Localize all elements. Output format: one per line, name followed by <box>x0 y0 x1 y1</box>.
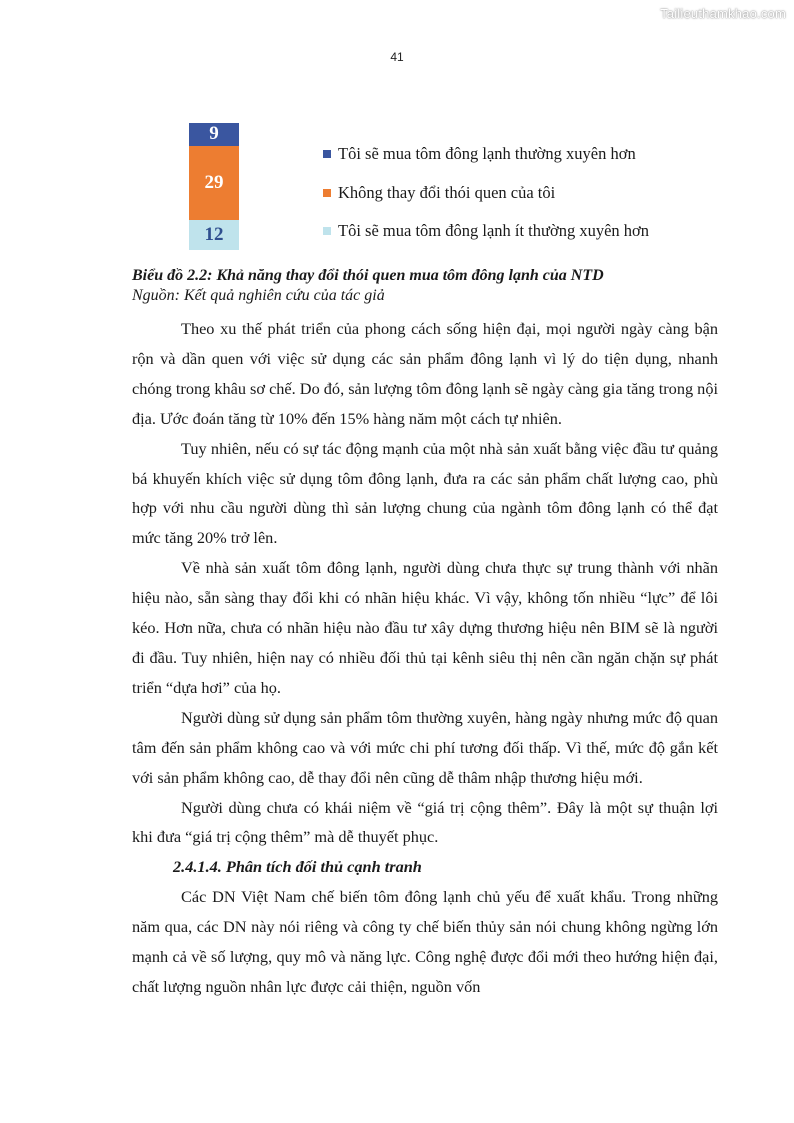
legend-label: Tôi sẽ mua tôm đông lạnh thường xuyên hơn <box>338 144 636 164</box>
bar-segment <box>189 123 239 146</box>
legend-label: Không thay đổi thói quen của tôi <box>338 182 556 202</box>
legend-swatch <box>323 150 331 158</box>
bar-segment <box>189 146 239 220</box>
chart-caption-source: Nguồn: Kết quả nghiên cứu của tác giả <box>132 287 385 304</box>
legend-swatch <box>323 189 331 197</box>
legend-entry <box>323 174 649 213</box>
body-text <box>132 314 718 1002</box>
paragraph: Người dùng chưa có khái niệm về “giá trị cộng thêm”. Đây là một sự thuận lợi khi đưa “giá trị cộng thêm” mà dễ thuyết phục. <box>132 797 718 847</box>
paragraph: Người dùng sử dụng sản phẩm tôm thường xuyên, hàng ngày nhưng mức độ quan tâm đến sản phẩm không cao và với mức chi phí tương đối thấp. Vì thế, mức độ gắn kết với sản phẩm không cao, dễ thay đổi nên cũng dễ thâm nhập thương hiệu mới. <box>132 707 718 787</box>
chart-legend <box>323 135 649 251</box>
page-number: 41 <box>390 50 404 64</box>
data-label: 29 <box>204 171 224 193</box>
paragraph: Các DN Việt Nam chế biến tôm đông lạnh chủ yếu để xuất khẩu. Trong những năm qua, các DN này nói riêng và công ty chế biến thủy sản nói chung không ngừng lớn mạnh cả về số lượng, quy mô và năng lực. Công nghệ được đổi mới theo hướng hiện đại, chất lượng nguồn nhân lực được cải thiện, nguồn vốn <box>132 887 718 996</box>
data-label: 9 <box>209 123 219 145</box>
section-heading: 2.4.1.4. Phân tích đối thủ cạnh tranh <box>173 857 422 877</box>
paragraph: Về nhà sản xuất tôm đông lạnh, người dùng chưa thực sự trung thành với nhãn hiệu nào, sẵn sàng thay đổi khi có nhãn hiệu khác. Vì vậy, không tốn nhiều “lực” để lôi kéo. Hơn nữa, chưa có nhãn hiệu nào đầu tư xây dựng thương hiệu nên BIM sẽ là người đi đầu. Tuy nhiên, hiện nay có nhiều đối thủ tại kênh siêu thị nên cần ngăn chặn sự phát triển “dựa hơi” của họ. <box>132 558 718 697</box>
data-label: 12 <box>204 223 224 245</box>
paragraph: Tuy nhiên, nếu có sự tác động mạnh của một nhà sản xuất bằng việc đầu tư quảng bá khuyến khích việc sử dụng tôm đông lạnh, đưa ra các sản phẩm chất lượng cao, phù hợp với nhu cầu người dùng thì sản lượng chung của ngành tôm đông lạnh có thể đạt mức tăng 20% trở lên. <box>132 438 718 548</box>
legend-entry <box>323 135 649 174</box>
legend-entry <box>323 212 649 251</box>
legend-label: Tôi sẽ mua tôm đông lạnh ít thường xuyên hơn <box>338 221 649 241</box>
watermark: Tailieuthamkhao.com <box>660 6 786 21</box>
bar-segment <box>189 220 239 250</box>
stacked-bar-chart <box>189 123 239 250</box>
chart-caption-title: Biểu đồ 2.2: Khả năng thay đổi thói quen mua tôm đông lạnh của NTD <box>132 267 604 284</box>
legend-swatch <box>323 227 331 235</box>
paragraph: Theo xu thế phát triển của phong cách sống hiện đại, mọi người ngày càng bận rộn và dần quen với việc sử dụng các sản phẩm đông lạnh vì lý do tiện dụng, nhanh chóng trong khâu sơ chế. Do đó, sản lượng tôm đông lạnh sẽ ngày càng gia tăng trong nội địa. Ước đoán tăng từ 10% đến 15% hàng năm một cách tự nhiên. <box>132 319 718 428</box>
